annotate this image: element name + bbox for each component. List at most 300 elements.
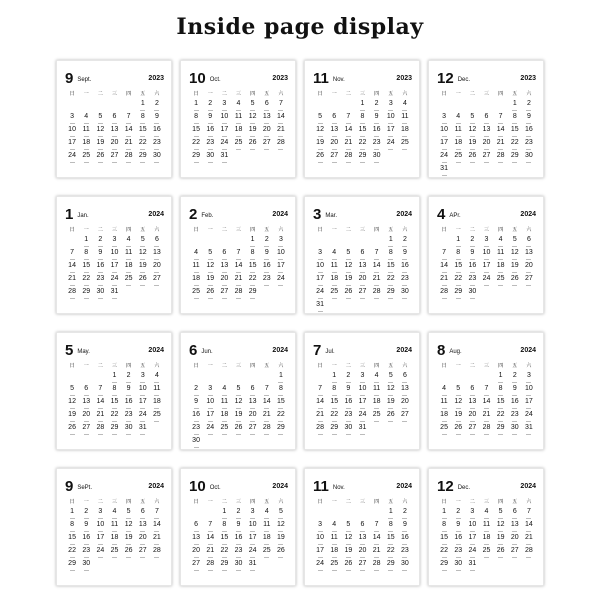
weekday-row: [437, 499, 536, 506]
blank-day: [93, 372, 107, 385]
day-grid: [313, 100, 412, 165]
day-cell: 7: [370, 521, 384, 534]
day-cell: 1: [217, 508, 231, 521]
day-cell: 15: [451, 262, 465, 275]
day-cell: 7: [93, 385, 107, 398]
blank-day: [246, 372, 260, 385]
day-cell: 5: [246, 100, 260, 113]
day-cell: 30: [341, 424, 355, 437]
weekday-label: 一: [83, 91, 89, 97]
weekday-label: 一: [455, 363, 461, 369]
weekday-label: 二: [469, 363, 475, 369]
day-cell: 12: [313, 126, 327, 139]
day-cell: 3: [93, 508, 107, 521]
day-cell: 16: [79, 534, 93, 547]
day-cell: 13: [150, 249, 164, 262]
day-cell: 21: [313, 411, 327, 424]
day-cell: 3: [313, 249, 327, 262]
day-cell: 7: [150, 508, 164, 521]
day-cell: 23: [398, 547, 412, 560]
day-cell: 28: [203, 560, 217, 573]
day-cell: 12: [494, 521, 508, 534]
day-cell: 26: [136, 275, 150, 288]
day-cell: 20: [79, 411, 93, 424]
day-grid: [437, 236, 536, 301]
day-cell: 31: [136, 424, 150, 437]
day-cell: 15: [508, 126, 522, 139]
day-cell: 11: [189, 262, 203, 275]
weekday-label: 一: [331, 227, 337, 233]
weekday-label: 六: [526, 91, 532, 97]
weekday-label: 六: [402, 227, 408, 233]
day-cell: 31: [437, 165, 451, 178]
weekday-row: [437, 363, 536, 370]
day-cell: 3: [522, 372, 536, 385]
weekday-label: 日: [69, 363, 75, 369]
month-abbreviation: Dec.: [457, 485, 471, 491]
day-cell: 3: [65, 113, 79, 126]
day-cell: 13: [508, 521, 522, 534]
day-cell: 1: [79, 236, 93, 249]
weekday-label: 三: [235, 91, 241, 97]
year-label: 2024: [272, 211, 288, 218]
weekday-label: 日: [317, 499, 323, 505]
blank-day: [107, 100, 121, 113]
month-abbreviation: Jan.: [77, 213, 89, 219]
weekday-label: 五: [512, 499, 518, 505]
day-cell: 6: [189, 521, 203, 534]
day-cell: 18: [107, 534, 121, 547]
day-cell: 10: [465, 521, 479, 534]
day-cell: 16: [260, 262, 274, 275]
day-cell: 10: [313, 262, 327, 275]
day-cell: 12: [246, 113, 260, 126]
month-number: 12: [437, 478, 454, 495]
day-cell: 4: [479, 508, 493, 521]
day-cell: 15: [355, 126, 369, 139]
day-cell: 28: [122, 152, 136, 165]
day-cell: 13: [217, 262, 231, 275]
day-cell: 15: [494, 398, 508, 411]
day-cell: 7: [122, 113, 136, 126]
day-cell: 17: [107, 262, 121, 275]
day-cell: 13: [355, 262, 369, 275]
weekday-label: 二: [97, 363, 103, 369]
day-cell: 28: [341, 152, 355, 165]
year-label: 2024: [148, 347, 164, 354]
day-cell: 9: [150, 113, 164, 126]
day-cell: 14: [437, 262, 451, 275]
day-cell: 1: [65, 508, 79, 521]
weekday-label: 五: [140, 91, 146, 97]
day-cell: 2: [79, 508, 93, 521]
weekday-label: 二: [345, 227, 351, 233]
day-cell: 2: [370, 100, 384, 113]
day-cell: 12: [341, 262, 355, 275]
calendar-header: [65, 478, 164, 496]
blank-day: [437, 236, 451, 249]
day-cell: 2: [122, 372, 136, 385]
day-cell: 12: [65, 398, 79, 411]
weekday-label: 日: [441, 227, 447, 233]
day-cell: 7: [437, 249, 451, 262]
day-cell: 24: [479, 275, 493, 288]
day-cell: 17: [246, 534, 260, 547]
calendar-card: [428, 332, 544, 450]
blank-day: [203, 372, 217, 385]
day-cell: 19: [494, 534, 508, 547]
day-cell: 24: [246, 547, 260, 560]
day-cell: 2: [203, 100, 217, 113]
day-cell: 5: [136, 236, 150, 249]
blank-day: [79, 372, 93, 385]
day-cell: 14: [313, 398, 327, 411]
blank-day: [65, 372, 79, 385]
day-cell: 18: [217, 411, 231, 424]
day-cell: 12: [93, 126, 107, 139]
day-cell: 13: [398, 385, 412, 398]
day-cell: 29: [79, 288, 93, 301]
day-cell: 29: [136, 152, 150, 165]
day-cell: 18: [494, 262, 508, 275]
calendar-card: [56, 196, 172, 314]
day-cell: 19: [341, 547, 355, 560]
day-cell: 27: [398, 411, 412, 424]
day-cell: 20: [217, 275, 231, 288]
weekday-label: 三: [111, 91, 117, 97]
blank-day: [327, 508, 341, 521]
weekday-row: [189, 499, 288, 506]
day-cell: 11: [150, 385, 164, 398]
day-cell: 6: [327, 113, 341, 126]
month-number: 6: [189, 342, 198, 359]
blank-day: [494, 100, 508, 113]
day-cell: 12: [508, 249, 522, 262]
day-cell: 5: [451, 385, 465, 398]
day-cell: 9: [189, 398, 203, 411]
weekday-label: 二: [469, 91, 475, 97]
day-cell: 4: [327, 249, 341, 262]
day-cell: 8: [451, 249, 465, 262]
day-cell: 10: [203, 398, 217, 411]
day-cell: 26: [93, 152, 107, 165]
day-cell: 17: [437, 139, 451, 152]
weekday-label: 四: [374, 363, 380, 369]
day-cell: 23: [508, 411, 522, 424]
day-cell: 14: [93, 398, 107, 411]
day-cell: 10: [355, 385, 369, 398]
day-cell: 19: [93, 139, 107, 152]
day-grid: [65, 372, 164, 437]
day-cell: 15: [136, 126, 150, 139]
day-cell: 29: [508, 152, 522, 165]
day-cell: 14: [341, 126, 355, 139]
day-cell: 24: [107, 275, 121, 288]
day-cell: 20: [398, 398, 412, 411]
weekday-label: 三: [483, 363, 489, 369]
day-cell: 4: [327, 521, 341, 534]
month-number: 10: [189, 70, 206, 87]
weekday-label: 六: [278, 227, 284, 233]
day-cell: 22: [136, 139, 150, 152]
day-cell: 19: [65, 411, 79, 424]
day-cell: 14: [274, 113, 288, 126]
day-cell: 18: [398, 126, 412, 139]
day-cell: 18: [189, 275, 203, 288]
day-cell: 19: [231, 411, 245, 424]
day-cell: 10: [274, 249, 288, 262]
day-cell: 21: [93, 411, 107, 424]
blank-day: [231, 236, 245, 249]
day-cell: 24: [274, 275, 288, 288]
month-abbreviation: Feb.: [201, 213, 214, 219]
day-cell: 11: [327, 534, 341, 547]
day-cell: 10: [217, 113, 231, 126]
calendar-grid: [56, 60, 546, 586]
day-cell: 15: [437, 534, 451, 547]
blank-day: [93, 100, 107, 113]
weekday-label: 二: [97, 227, 103, 233]
weekday-label: 一: [207, 499, 213, 505]
day-cell: 5: [508, 236, 522, 249]
day-cell: 4: [107, 508, 121, 521]
day-cell: 6: [398, 372, 412, 385]
day-cell: 8: [107, 385, 121, 398]
year-label: 2023: [272, 75, 288, 82]
day-cell: 9: [122, 385, 136, 398]
day-cell: 21: [522, 534, 536, 547]
day-cell: 5: [65, 385, 79, 398]
day-cell: 25: [122, 275, 136, 288]
day-cell: 28: [370, 560, 384, 573]
day-cell: 19: [203, 275, 217, 288]
day-cell: 5: [341, 249, 355, 262]
calendar-card: [428, 196, 544, 314]
weekday-label: 六: [278, 91, 284, 97]
day-cell: 6: [465, 385, 479, 398]
day-cell: 7: [231, 249, 245, 262]
weekday-label: 日: [69, 227, 75, 233]
calendar-header: [437, 478, 536, 496]
calendar-header: [313, 342, 412, 360]
weekday-label: 三: [483, 91, 489, 97]
day-grid: [437, 100, 536, 178]
day-cell: 25: [150, 411, 164, 424]
day-cell: 23: [93, 275, 107, 288]
day-cell: 8: [327, 385, 341, 398]
calendar-card: [304, 468, 420, 586]
year-label: 2024: [272, 347, 288, 354]
day-cell: 29: [246, 288, 260, 301]
day-cell: 14: [370, 534, 384, 547]
calendar-header: [189, 70, 288, 88]
month-abbreviation: Jul.: [325, 349, 335, 355]
day-cell: 16: [522, 126, 536, 139]
day-cell: 21: [341, 139, 355, 152]
month-abbreviation: Nov.: [332, 77, 345, 83]
day-cell: 5: [231, 385, 245, 398]
calendar-card: [428, 60, 544, 178]
day-cell: 24: [65, 152, 79, 165]
month-number: 10: [189, 478, 206, 495]
calendar-card: [56, 60, 172, 178]
day-cell: 23: [79, 547, 93, 560]
day-cell: 19: [246, 126, 260, 139]
day-cell: 30: [122, 424, 136, 437]
calendar-card: [180, 196, 296, 314]
day-cell: 12: [122, 521, 136, 534]
weekday-label: 日: [441, 91, 447, 97]
month-number: 2: [189, 206, 198, 223]
weekday-label: 四: [374, 499, 380, 505]
weekday-label: 五: [264, 227, 270, 233]
month-number: 11: [313, 478, 329, 495]
day-cell: 25: [107, 547, 121, 560]
day-cell: 7: [341, 113, 355, 126]
day-cell: 5: [313, 113, 327, 126]
day-cell: 6: [150, 236, 164, 249]
day-cell: 17: [465, 534, 479, 547]
day-cell: 9: [522, 113, 536, 126]
day-cell: 4: [437, 385, 451, 398]
day-cell: 8: [136, 113, 150, 126]
day-cell: 16: [398, 534, 412, 547]
day-cell: 1: [384, 508, 398, 521]
day-cell: 24: [437, 152, 451, 165]
day-cell: 9: [398, 249, 412, 262]
year-label: 2024: [148, 211, 164, 218]
calendar-header: [437, 342, 536, 360]
weekday-label: 一: [207, 363, 213, 369]
day-cell: 1: [136, 100, 150, 113]
day-cell: 24: [313, 560, 327, 573]
day-cell: 18: [231, 126, 245, 139]
calendar-header: [313, 70, 412, 88]
day-cell: 30: [508, 424, 522, 437]
blank-day: [355, 508, 369, 521]
calendar-card: [428, 468, 544, 586]
day-cell: 6: [260, 100, 274, 113]
day-cell: 7: [494, 113, 508, 126]
day-cell: 9: [465, 249, 479, 262]
weekday-label: 六: [526, 227, 532, 233]
day-cell: 30: [522, 152, 536, 165]
day-cell: 23: [231, 547, 245, 560]
day-cell: 5: [93, 113, 107, 126]
weekday-label: 五: [512, 91, 518, 97]
day-cell: 25: [370, 411, 384, 424]
day-cell: 11: [327, 262, 341, 275]
day-cell: 28: [370, 288, 384, 301]
blank-day: [465, 372, 479, 385]
day-cell: 14: [203, 534, 217, 547]
day-cell: 18: [150, 398, 164, 411]
day-cell: 10: [136, 385, 150, 398]
weekday-label: 二: [345, 499, 351, 505]
day-cell: 4: [79, 113, 93, 126]
day-cell: 2: [231, 508, 245, 521]
day-cell: 12: [465, 126, 479, 139]
day-cell: 13: [327, 126, 341, 139]
weekday-label: 一: [83, 499, 89, 505]
day-cell: 18: [479, 534, 493, 547]
day-cell: 19: [451, 411, 465, 424]
weekday-row: [189, 91, 288, 98]
weekday-label: 六: [402, 363, 408, 369]
weekday-label: 三: [111, 499, 117, 505]
day-cell: 3: [203, 385, 217, 398]
month-abbreviation: Sept.: [77, 77, 92, 83]
blank-day: [189, 508, 203, 521]
day-cell: 19: [465, 139, 479, 152]
weekday-label: 四: [126, 227, 132, 233]
day-cell: 29: [217, 560, 231, 573]
month-number: 8: [437, 342, 446, 359]
day-cell: 29: [384, 288, 398, 301]
weekday-label: 日: [317, 91, 323, 97]
day-cell: 14: [260, 398, 274, 411]
weekday-row: [65, 91, 164, 98]
day-cell: 1: [107, 372, 121, 385]
day-cell: 18: [451, 139, 465, 152]
day-cell: 18: [370, 398, 384, 411]
day-cell: 25: [327, 288, 341, 301]
blank-day: [465, 100, 479, 113]
day-cell: 20: [355, 547, 369, 560]
day-cell: 30: [398, 288, 412, 301]
day-cell: 27: [465, 424, 479, 437]
day-cell: 22: [384, 547, 398, 560]
day-cell: 6: [522, 236, 536, 249]
weekday-label: 三: [483, 499, 489, 505]
weekday-row: [65, 363, 164, 370]
day-cell: 17: [93, 534, 107, 547]
day-cell: 6: [79, 385, 93, 398]
day-cell: 4: [260, 508, 274, 521]
day-cell: 4: [370, 372, 384, 385]
weekday-label: 六: [278, 363, 284, 369]
blank-day: [260, 372, 274, 385]
day-cell: 13: [465, 398, 479, 411]
day-cell: 7: [479, 385, 493, 398]
day-grid: [65, 236, 164, 301]
day-cell: 28: [93, 424, 107, 437]
day-cell: 2: [189, 385, 203, 398]
day-cell: 13: [246, 398, 260, 411]
year-label: 2024: [272, 483, 288, 490]
calendar-header: [189, 206, 288, 224]
day-cell: 17: [274, 262, 288, 275]
year-label: 2024: [396, 347, 412, 354]
day-cell: 24: [313, 288, 327, 301]
day-cell: 12: [341, 534, 355, 547]
weekday-label: 三: [359, 91, 365, 97]
day-cell: 28: [65, 288, 79, 301]
day-cell: 21: [370, 275, 384, 288]
day-cell: 9: [231, 521, 245, 534]
day-cell: 15: [274, 398, 288, 411]
day-cell: 18: [260, 534, 274, 547]
blank-day: [65, 100, 79, 113]
day-cell: 23: [150, 139, 164, 152]
day-cell: 6: [217, 249, 231, 262]
weekday-label: 一: [331, 499, 337, 505]
day-cell: 19: [274, 534, 288, 547]
day-cell: 13: [107, 126, 121, 139]
day-cell: 19: [136, 262, 150, 275]
month-number: 11: [313, 70, 329, 87]
month-abbreviation: SePt.: [77, 485, 93, 491]
